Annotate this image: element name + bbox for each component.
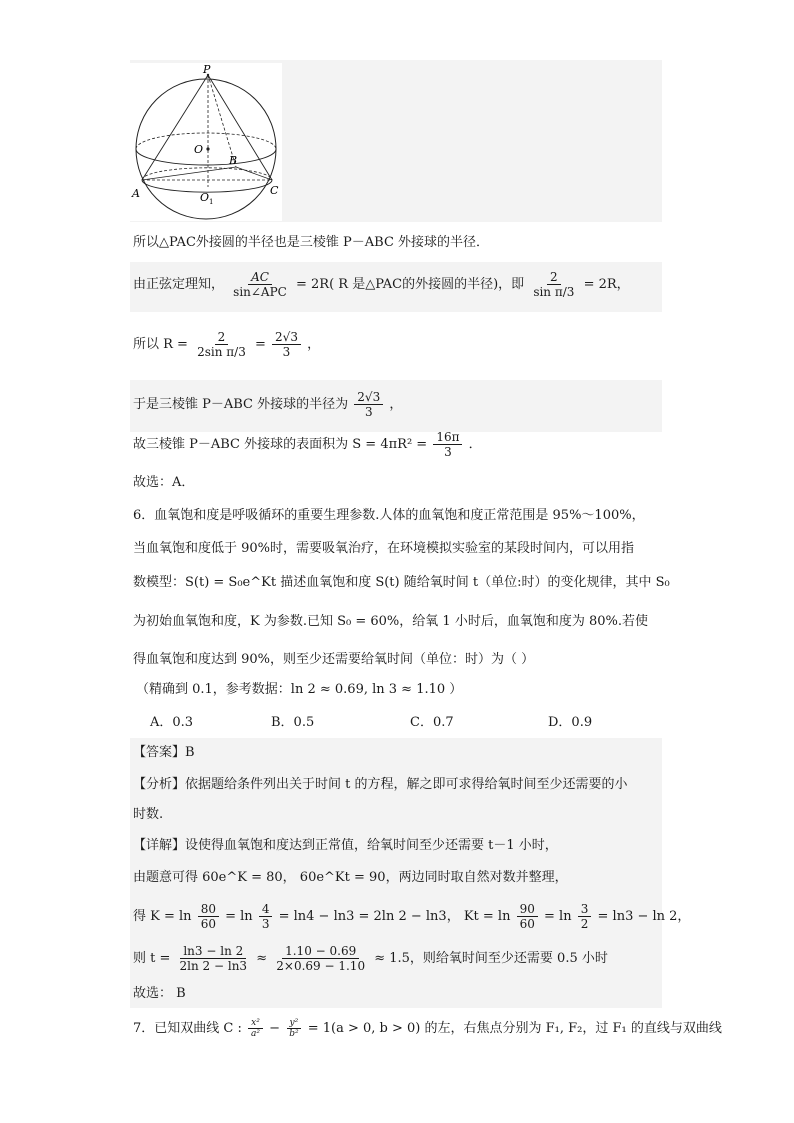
fraction: $\frac{4}{3}$ <box>259 902 273 931</box>
q6-line-6: （精确到 0.1，参考数据：ln 2 ≈ 0.69, ln 3 ≈ 1.10 ） <box>136 682 463 697</box>
fraction: $\frac{1.10 - 0.69}{2\times 0.69 - 1.10}$ <box>276 944 366 973</box>
solution-line-3: 所以 R = $\frac{2}{\text{2sin π/3}}$ = $\frac{2√3}{3}$ ， <box>133 330 321 359</box>
label-o1-sub: 1 <box>209 198 214 206</box>
analysis-line-2: 时数. <box>133 807 164 822</box>
label-o1: O <box>200 191 210 204</box>
detail-line-1: 【详解】设使得血氧饱和度达到正常值，给氧时间至少还需要 t－1 小时， <box>133 838 558 853</box>
q6-line-5: 得血氧饱和度达到 90%，则至少还需要给氧时间（单位：时）为（ ） <box>133 652 535 667</box>
q6-line-2: 当血氧饱和度低于 90%时，需要吸氧治疗，在环境模拟实验室的某段时间内，可以用指 <box>133 541 635 556</box>
option-d[interactable]: D．0.9 <box>548 715 593 730</box>
solution-line-1: 所以△PAC外接圆的半径也是三棱锥 P－ABC 外接球的半径． <box>133 235 490 250</box>
q6-line-3: 数模型：S(t) = S₀e^Kt 描述血氧饱和度 S(t) 随给氧时间 t（单位:时）的变化规律，其中 S₀ <box>133 575 670 590</box>
label-p: P <box>203 63 211 76</box>
q7-line-1: 7．已知双曲线 C : $\frac{\text{x²}}{\text{a²}}$ − $\frac{\text{y²}}{\text{b²}}$ = 1(a > 0, b > 0) 的左，右焦点分别为 F₁, F₂，过 F₁ 的直线与双曲线 <box>133 1018 722 1039</box>
option-b[interactable]: B．0.5 <box>271 715 315 730</box>
analysis-line-1: 【分析】依据题给条件列出关于时间 t 的方程，解之即可求得给氧时间至少还需要的小 <box>133 777 628 792</box>
fraction: $\frac{\text{x²}}{\text{a²}}$ <box>248 1018 263 1039</box>
fraction: $\frac{16\pi}{3}$ <box>433 430 462 459</box>
fraction: $\frac{AC}{\text{sin∠APC}}$ <box>233 270 287 299</box>
detail-choice: 故选： B <box>133 986 186 1001</box>
fraction: $\frac{2√3}{3}$ <box>272 330 301 359</box>
detail-line-3: 得 K = ln $\frac{80}{60}$ = ln $\frac{4}{3}$ = ln4 − ln3 = 2ln 2 − ln3， Kt = ln $\frac{90}{60}$ = ln $\frac{3}{2}$ = ln3 − ln 2， <box>133 902 691 931</box>
solution-line-5: 故三棱锥 P－ABC 外接球的表面积为 S = 4πR² = $\frac{16\pi}{3}$ ． <box>133 430 482 459</box>
solution-line-2: 由正弦定理知， $\frac{AC}{\text{sin∠APC}}$ = 2R( R 是△PAC的外接圆的半径)，即 $\frac{2}{\text{sin π/3}}$ = 2R， <box>133 270 630 299</box>
option-c[interactable]: C．0.7 <box>410 715 454 730</box>
solution-line-4: 于是三棱锥 P－ABC 外接球的半径为 $\frac{2√3}{3}$ ， <box>133 390 403 419</box>
answer-line: 【答案】B <box>133 745 195 760</box>
detail-line-4: 则 t = $\frac{\ln 3 - \ln 2}{2\ln 2 - \ln 3}$ ≈ $\frac{1.10 - 0.69}{2\times 0.69 - 1.10}$ ≈ 1.5，则给氧时间至少还需要 0.5 小时 <box>133 944 608 973</box>
fraction: $\frac{2}{\text{2sin π/3}}$ <box>197 330 246 359</box>
option-a[interactable]: A．0.3 <box>150 715 194 730</box>
fraction: $\frac{\ln 3 - \ln 2}{2\ln 2 - \ln 3}$ <box>179 944 248 973</box>
label-c: C <box>270 184 279 197</box>
fraction: $\frac{2}{\text{sin π/3}}$ <box>533 270 575 299</box>
fraction: $\frac{2√3}{3}$ <box>354 390 383 419</box>
solution-choice: 故选：A． <box>133 475 195 490</box>
label-a: A <box>132 187 140 200</box>
q6-line-1: 6．血氧饱和度是呼吸循环的重要生理参数.人体的血氧饱和度正常范围是 95%～100%， <box>133 508 645 523</box>
label-o: O <box>194 143 204 156</box>
fraction: $\frac{90}{60}$ <box>517 902 538 931</box>
sphere-pyramid-figure <box>130 63 282 221</box>
fraction: $\frac{\text{y²}}{\text{b²}}$ <box>286 1018 301 1039</box>
q6-line-4: 为初始血氧饱和度，K 为参数.已知 S₀ = 60%，给氧 1 小时后，血氧饱和度为 80%.若使 <box>133 614 648 629</box>
fraction: $\frac{3}{2}$ <box>578 902 592 931</box>
fraction: $\frac{80}{60}$ <box>198 902 219 931</box>
label-b: B <box>229 154 238 167</box>
detail-line-2: 由题意可得 60e^K = 80， 60e^Kt = 90，两边同时取自然对数并整理， <box>133 870 568 885</box>
